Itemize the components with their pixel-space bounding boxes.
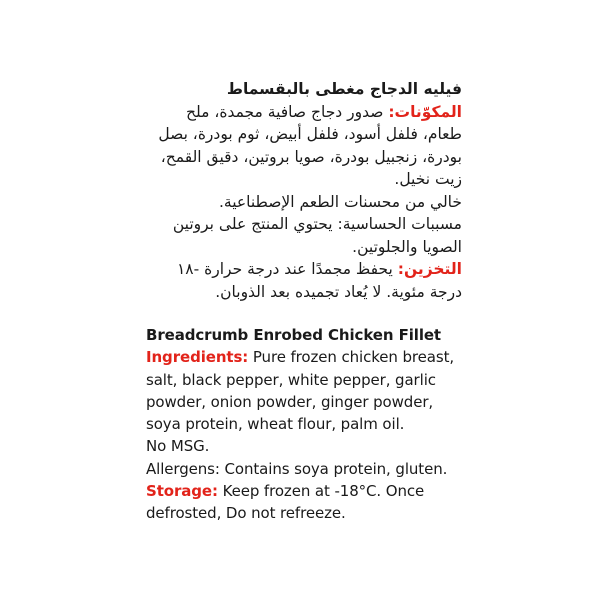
arabic-allergens: مسببات الحساسية: يحتوي المنتج على بروتين الصويا والجلوتين. [172, 215, 462, 256]
english-storage-text: Keep frozen at -18°C. Once defrosted, Do not refreeze. [146, 482, 425, 523]
arabic-ingredients-label: المكوّنات: [388, 102, 462, 121]
arabic-storage-paragraph [146, 258, 462, 303]
arabic-no-msg: خالي من محسنات الطعم الإصطناعية. [218, 192, 462, 211]
english-no-msg: No MSG. [146, 437, 210, 456]
english-storage-label: Storage: [146, 482, 218, 501]
arabic-storage-text: يحفظ مجمدًا عند درجة حرارة -١٨ درجة مئوية. لا يُعاد تجميده بعد الذوبان. [176, 260, 462, 301]
english-product-title: Breadcrumb Enrobed Chicken Fillet [146, 326, 442, 344]
english-ingredients-label: Ingredients: [146, 348, 249, 367]
english-ingredients-paragraph [146, 346, 466, 435]
arabic-storage-label: التخزين: [397, 260, 462, 278]
english-ingredients-text: Pure frozen chicken breast, salt, black pepper, white pepper, garlic powder, onion powder, ginger powder, soya protein, wheat flour, palm oil. [146, 348, 455, 434]
arabic-ingredients-paragraph [146, 101, 462, 191]
english-label-section [146, 324, 466, 525]
english-allergens: Allergens: Contains soya protein, gluten. [146, 459, 448, 478]
english-storage-paragraph [146, 480, 466, 525]
arabic-ingredients-text: صدور دجاج صافية مجمدة، ملح طعام، فلفل أسود، فلفل أبيض، ثوم بودرة، بصل بودرة، زنجبيل بودرة، صويا بروتين، دقيق القمح، زيت نخيل. [158, 102, 462, 188]
arabic-product-title: فيليه الدجاج مغطى بالبقسماط [226, 80, 462, 98]
arabic-label-section [146, 78, 462, 303]
